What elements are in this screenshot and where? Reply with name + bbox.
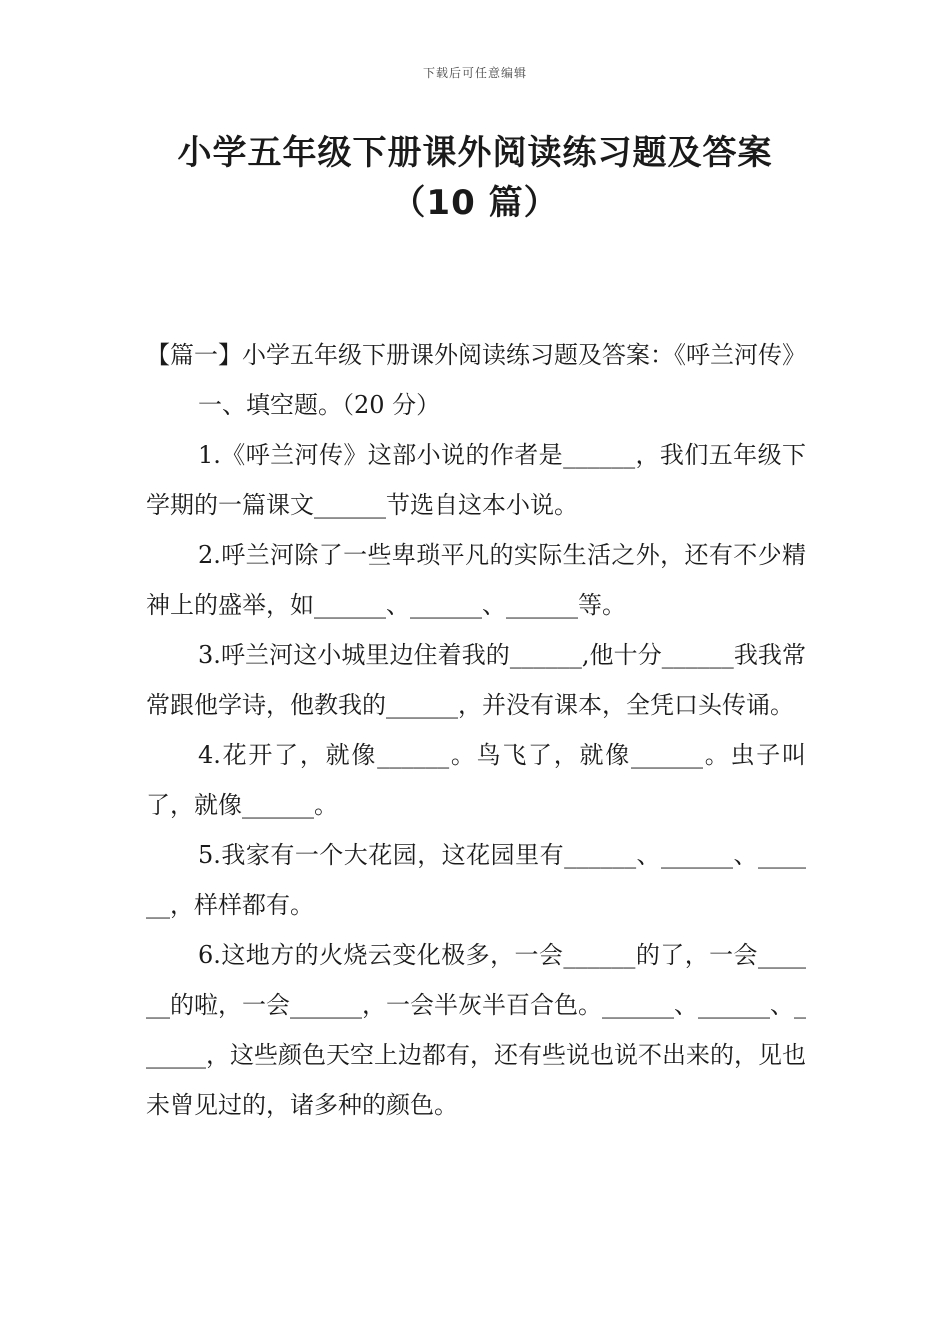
question-1: 1.《呼兰河传》这部小说的作者是______，我们五年级下学期的一篇课文______节选自这本小说。 bbox=[146, 441, 806, 519]
question-6: 6.这地方的火烧云变化极多，一会______的了，一会______的啦，一会______，一会半灰半百合色。______、______、______，这些颜色天空上边都有，还有些说也说不出来的，见也未曾见过的，诸多种的颜色。 bbox=[146, 941, 806, 1119]
document-body bbox=[146, 330, 806, 1130]
document-title-line2: （10 篇） bbox=[391, 183, 559, 223]
question-5: 5.我家有一个大花园，这花园里有______、______、______，样样都有。 bbox=[146, 841, 806, 919]
page-header-note: 下载后可任意编辑 bbox=[422, 66, 527, 80]
question-3: 3.呼兰河这小城里边住着我的______,他十分______我我常常跟他学诗，他教我的______，并没有课本，全凭口头传诵。 bbox=[146, 641, 806, 719]
document-title bbox=[0, 128, 950, 228]
question-2: 2.呼兰河除了一些卑琐平凡的实际生活之外，还有不少精神上的盛举，如______、______、______等。 bbox=[146, 541, 806, 619]
document-title-line1: 小学五年级下册课外阅读练习题及答案 bbox=[177, 133, 773, 173]
question-4: 4.花开了，就像______。鸟飞了，就像______。虫子叫了，就像______。 bbox=[146, 741, 806, 819]
part-title: 一、填空题。（20 分） bbox=[198, 391, 441, 419]
section-heading: 【篇一】小学五年级下册课外阅读练习题及答案：《呼兰河传》 bbox=[146, 341, 806, 369]
